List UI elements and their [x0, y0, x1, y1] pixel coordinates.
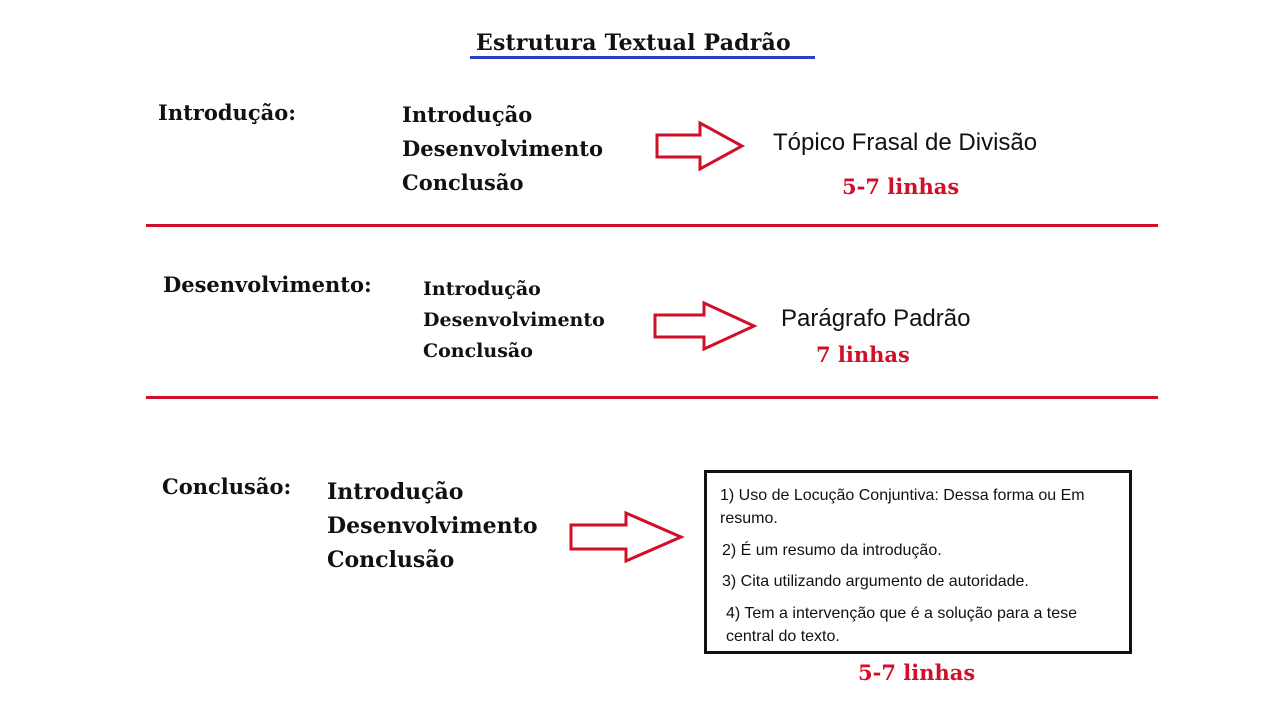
box-item-3: 3) Cita utilizando argumento de autoridade.	[722, 573, 1029, 590]
box-item-4: 4) Tem a intervenção que é a solução para a tese central do texto.	[726, 605, 1078, 645]
box-item-2: 2) É um resumo da introdução.	[722, 542, 942, 559]
lines-count-introducao: 5-7 linhas	[842, 174, 960, 199]
section-parts-introducao	[402, 98, 603, 200]
part-introducao: Introdução	[327, 479, 464, 505]
right-arrow-icon	[652, 300, 758, 352]
part-desenvolvimento: Desenvolvimento	[423, 309, 605, 331]
section-parts-desenvolvimento	[423, 274, 605, 367]
section-divider	[146, 396, 1158, 399]
part-introducao: Introdução	[423, 278, 541, 300]
part-desenvolvimento: Desenvolvimento	[402, 136, 603, 161]
lines-count-desenvolvimento: 7 linhas	[816, 342, 910, 367]
title-underline	[470, 56, 815, 59]
right-arrow-icon	[568, 510, 686, 564]
section-label-desenvolvimento: Desenvolvimento:	[163, 272, 372, 297]
conclusion-characteristics-box	[704, 470, 1132, 654]
section-parts-conclusao	[327, 475, 538, 577]
page-title: Estrutura Textual Padrão	[476, 30, 791, 56]
part-desenvolvimento: Desenvolvimento	[327, 513, 538, 539]
part-conclusao: Conclusão	[327, 547, 455, 573]
section-label-conclusao: Conclusão:	[162, 474, 292, 499]
part-introducao: Introdução	[402, 102, 533, 127]
part-conclusao: Conclusão	[402, 170, 524, 195]
result-topico-frasal: Tópico Frasal de Divisão	[773, 129, 1038, 156]
section-divider	[146, 224, 1158, 227]
right-arrow-icon	[654, 120, 746, 172]
part-conclusao: Conclusão	[423, 340, 533, 362]
section-label-introducao: Introdução:	[158, 100, 296, 125]
box-item-1: 1) Uso de Locução Conjuntiva: Dessa forma ou Em resumo.	[720, 487, 1085, 527]
lines-count-conclusao: 5-7 linhas	[858, 660, 976, 685]
result-paragrafo-padrao: Parágrafo Padrão	[781, 305, 971, 332]
